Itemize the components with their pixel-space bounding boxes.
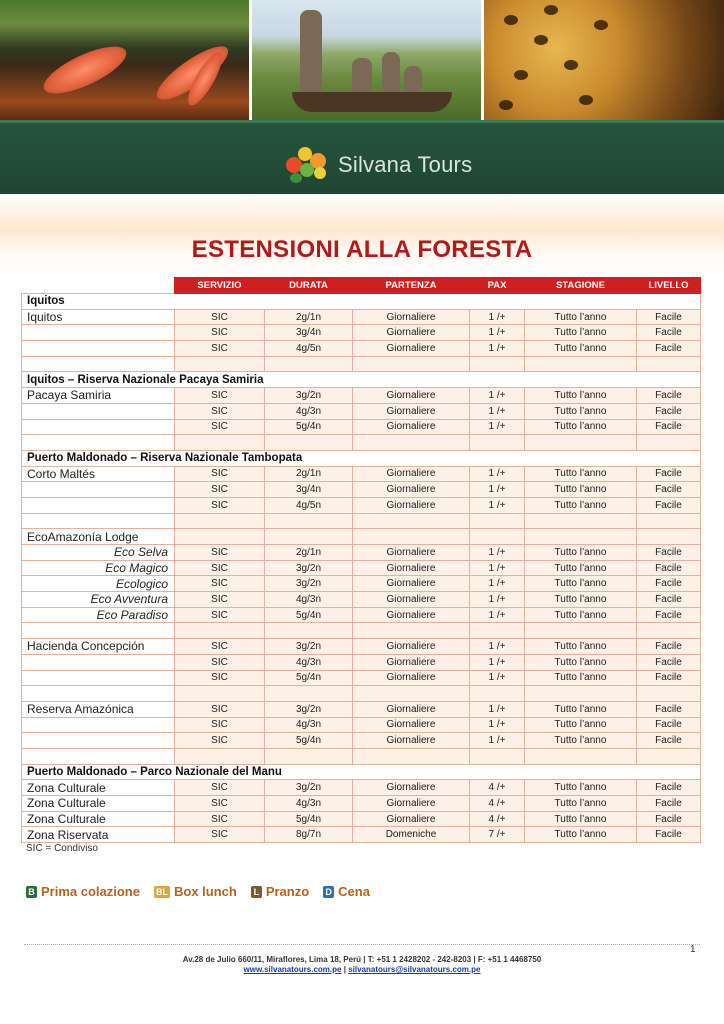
servizio-cell: SIC [175,796,265,812]
stagione-cell: Tutto l’anno [525,560,637,576]
empty-cell [175,435,265,451]
lodge-name: EcoAmazonía Lodge [22,529,175,545]
durata-cell: 4g/3n [265,717,353,733]
table-row [22,827,701,843]
table-row [22,811,701,827]
empty-cell [470,623,525,639]
servizio-cell: SIC [175,466,265,482]
pax-cell: 1 /+ [470,576,525,592]
empty-cell [525,623,637,639]
legend-item-dinner [323,884,370,899]
partenza-cell: Giornaliere [353,592,470,608]
website-link[interactable]: www.silvanatours.com.pe [243,965,342,974]
legend-label: Box lunch [173,884,237,899]
livello-cell: Facile [637,403,701,419]
durata-cell: 3g/4n [265,325,353,341]
livello-cell: Facile [637,607,701,623]
durata-cell: 4g/5n [265,341,353,357]
livello-cell: Facile [637,701,701,717]
stagione-cell: Tutto l’anno [525,576,637,592]
empty-cell [22,623,175,639]
pax-cell: 1 /+ [470,325,525,341]
servizio-cell: SIC [175,780,265,796]
spacer-row [22,686,701,702]
servizio-cell: SIC [175,639,265,655]
pax-cell: 1 /+ [470,670,525,686]
empty-cell [265,356,353,372]
partenza-cell: Giornaliere [353,466,470,482]
empty-cell [353,686,470,702]
empty-cell [637,513,701,529]
tour-name: Eco Magico [22,560,175,576]
livello-cell: Facile [637,325,701,341]
pax-cell: 1 /+ [470,388,525,404]
stagione-cell: Tutto l’anno [525,780,637,796]
livello-cell: Facile [637,466,701,482]
section-title: Iquitos – Riserva Nazionale Pacaya Samiria [22,372,701,388]
empty-cell [265,513,353,529]
dinner-icon: D [323,886,334,898]
stagione-cell: Tutto l’anno [525,827,637,843]
empty-cell [637,435,701,451]
pax-cell: 1 /+ [470,654,525,670]
durata-cell: 8g/7n [265,827,353,843]
pax-cell: 1 /+ [470,560,525,576]
pax-cell: 1 /+ [470,607,525,623]
durata-cell: 3g/2n [265,639,353,655]
empty-cell [265,435,353,451]
tour-name: Iquitos [22,309,175,325]
livello-cell: Facile [637,482,701,498]
empty-cell [470,435,525,451]
livello-cell: Facile [637,811,701,827]
column-header: STAGIONE [525,278,637,294]
livello-cell: Facile [637,780,701,796]
pink-river-dolphins-photo [0,0,249,120]
durata-cell: 2g/1n [265,466,353,482]
livello-cell: Facile [637,497,701,513]
table-row [22,403,701,419]
servizio-cell: SIC [175,388,265,404]
legend-item-lunch [251,884,309,899]
livello-cell: Facile [637,654,701,670]
durata-cell: 2g/1n [265,545,353,561]
stagione-cell: Tutto l’anno [525,482,637,498]
empty-cell [175,513,265,529]
spacer-row [22,748,701,764]
livello-cell: Facile [637,309,701,325]
logo-text: Silvana Tours [338,152,473,177]
tour-name: Eco Avventura [22,592,175,608]
table-row [22,388,701,404]
durata-cell: 4g/3n [265,403,353,419]
header-photos [0,0,724,120]
livello-cell: Facile [637,419,701,435]
section-title: Puerto Maldonado – Parco Nazionale del Manu [22,764,701,780]
spacer-row [22,356,701,372]
stagione-cell: Tutto l’anno [525,639,637,655]
tour-name: Eco Paradiso [22,607,175,623]
empty-cell [637,686,701,702]
table-row [22,466,701,482]
partenza-cell: Giornaliere [353,733,470,749]
pax-cell: 1 /+ [470,497,525,513]
empty-cell [637,529,701,545]
pax-cell: 4 /+ [470,811,525,827]
pax-cell: 1 /+ [470,592,525,608]
stagione-cell: Tutto l’anno [525,654,637,670]
partenza-cell: Giornaliere [353,607,470,623]
servizio-cell: SIC [175,717,265,733]
livello-cell: Facile [637,341,701,357]
partenza-cell: Giornaliere [353,701,470,717]
tour-name: Zona Culturale [22,780,175,796]
section-row [22,294,701,310]
durata-cell: 3g/4n [265,482,353,498]
empty-cell [637,623,701,639]
table-row [22,592,701,608]
empty-cell [175,686,265,702]
legend-item-box-lunch [154,884,237,899]
empty-cell [353,513,470,529]
livello-cell: Facile [637,717,701,733]
servizio-cell: SIC [175,733,265,749]
servizio-cell: SIC [175,497,265,513]
header-blank-cell [22,278,175,294]
empty-cell [637,356,701,372]
column-header: SERVIZIO [175,278,265,294]
table-row [22,341,701,357]
table-row [22,309,701,325]
empty-cell [353,623,470,639]
partenza-cell: Giornaliere [353,545,470,561]
durata-cell: 4g/3n [265,592,353,608]
table-row [22,576,701,592]
durata-cell: 3g/2n [265,780,353,796]
stagione-cell: Tutto l’anno [525,733,637,749]
empty-cell [265,686,353,702]
table-row [22,733,701,749]
empty-cell [470,686,525,702]
section-title: Puerto Maldonado – Riserva Nazionale Tambopata [22,450,701,466]
empty-cell [353,748,470,764]
tour-name [22,717,175,733]
empty-cell [353,356,470,372]
empty-cell [175,623,265,639]
partenza-cell: Giornaliere [353,388,470,404]
servizio-cell: SIC [175,341,265,357]
servizio-cell: SIC [175,607,265,623]
durata-cell: 5g/4n [265,607,353,623]
livello-cell: Facile [637,733,701,749]
partenza-cell: Giornaliere [353,811,470,827]
tour-name: Zona Culturale [22,811,175,827]
durata-cell: 3g/2n [265,701,353,717]
empty-cell [525,529,637,545]
empty-cell [265,529,353,545]
tour-name [22,482,175,498]
servizio-cell: SIC [175,545,265,561]
pax-cell: 1 /+ [470,717,525,733]
empty-cell [470,748,525,764]
tour-name [22,670,175,686]
servizio-cell: SIC [175,592,265,608]
tour-name [22,733,175,749]
durata-cell: 2g/1n [265,309,353,325]
stagione-cell: Tutto l’anno [525,545,637,561]
tour-name [22,497,175,513]
stagione-cell: Tutto l’anno [525,717,637,733]
servizio-cell: SIC [175,325,265,341]
table-row [22,796,701,812]
empty-cell [22,435,175,451]
stagione-cell: Tutto l’anno [525,403,637,419]
page-title: ESTENSIONI ALLA FORESTA [191,236,533,263]
empty-cell [353,435,470,451]
stagione-cell: Tutto l’anno [525,607,637,623]
lunch-icon: L [251,886,262,898]
email-link[interactable]: silvanatours@silvanatours.com.pe [348,965,481,974]
livello-cell: Facile [637,796,701,812]
section-row [22,450,701,466]
stagione-cell: Tutto l’anno [525,466,637,482]
partenza-cell: Giornaliere [353,780,470,796]
lodge-row [22,529,701,545]
partenza-cell: Giornaliere [353,325,470,341]
partenza-cell: Giornaliere [353,341,470,357]
servizio-cell: SIC [175,701,265,717]
partenza-cell: Giornaliere [353,670,470,686]
tour-name [22,654,175,670]
table-row [22,545,701,561]
jaguar-photo [484,0,724,120]
silvana-tours-logo [284,145,472,185]
pax-cell: 1 /+ [470,341,525,357]
durata-cell: 5g/4n [265,733,353,749]
empty-cell [470,529,525,545]
empty-cell [470,356,525,372]
empty-cell [525,435,637,451]
livello-cell: Facile [637,545,701,561]
durata-cell: 5g/4n [265,811,353,827]
pax-cell: 1 /+ [470,701,525,717]
stagione-cell: Tutto l’anno [525,309,637,325]
pax-cell: 1 /+ [470,733,525,749]
livello-cell: Facile [637,670,701,686]
stagione-cell: Tutto l’anno [525,325,637,341]
partenza-cell: Domeniche [353,827,470,843]
livello-cell: Facile [637,576,701,592]
footer-links [0,965,724,974]
column-header: LIVELLO [637,278,701,294]
partenza-cell: Giornaliere [353,419,470,435]
legend-label: Cena [338,884,370,899]
legend-label: Pranzo [265,884,310,899]
servizio-cell: SIC [175,482,265,498]
table-row [22,701,701,717]
flower-logo-icon [284,145,332,185]
empty-cell [22,748,175,764]
partenza-cell: Giornaliere [353,639,470,655]
servizio-cell: SIC [175,576,265,592]
pax-cell: 1 /+ [470,419,525,435]
table-row [22,482,701,498]
partenza-cell: Giornaliere [353,309,470,325]
pax-cell: 1 /+ [470,545,525,561]
servizio-cell: SIC [175,670,265,686]
tour-name: Eco Selva [22,545,175,561]
table-row [22,654,701,670]
breakfast-icon: B [26,886,37,898]
stagione-cell: Tutto l’anno [525,811,637,827]
tour-name: Corto Maltés [22,466,175,482]
empty-cell [265,623,353,639]
stagione-cell: Tutto l’anno [525,701,637,717]
empty-cell [22,513,175,529]
column-header: DURATA [265,278,353,294]
empty-cell [22,686,175,702]
servizio-cell: SIC [175,811,265,827]
stagione-cell: Tutto l’anno [525,388,637,404]
livello-cell: Facile [637,388,701,404]
empty-cell [353,529,470,545]
spacer-row [22,435,701,451]
livello-cell: Facile [637,560,701,576]
legend-label: Prima colazione [41,884,140,899]
boat-safari-photo [252,0,481,120]
stagione-cell: Tutto l’anno [525,592,637,608]
durata-cell: 5g/4n [265,419,353,435]
table-row [22,419,701,435]
partenza-cell: Giornaliere [353,482,470,498]
tour-name: Zona Riservata [22,827,175,843]
box-lunch-icon: BL [155,886,168,897]
tour-name [22,403,175,419]
tour-name [22,325,175,341]
durata-cell: 5g/4n [265,670,353,686]
table-row [22,560,701,576]
table-row [22,325,701,341]
partenza-cell: Giornaliere [353,403,470,419]
section-row [22,372,701,388]
empty-cell [525,686,637,702]
partenza-cell: Giornaliere [353,560,470,576]
footnote: SIC = Condiviso [26,843,98,854]
pax-cell: 1 /+ [470,482,525,498]
pax-cell: 1 /+ [470,309,525,325]
pax-cell: 1 /+ [470,639,525,655]
stagione-cell: Tutto l’anno [525,341,637,357]
stagione-cell: Tutto l’anno [525,497,637,513]
table-row [22,717,701,733]
pax-cell: 7 /+ [470,827,525,843]
partenza-cell: Giornaliere [353,717,470,733]
tours-table [21,277,701,843]
servizio-cell: SIC [175,827,265,843]
durata-cell: 4g/3n [265,654,353,670]
servizio-cell: SIC [175,309,265,325]
tour-name: Zona Culturale [22,796,175,812]
table-body [22,294,701,843]
empty-cell [525,513,637,529]
empty-cell [175,748,265,764]
legend-item-breakfast [26,884,140,899]
pax-cell: 4 /+ [470,796,525,812]
table-row [22,780,701,796]
livello-cell: Facile [637,639,701,655]
table-row [22,670,701,686]
livello-cell: Facile [637,592,701,608]
table-header-row [22,278,701,294]
empty-cell [265,748,353,764]
partenza-cell: Giornaliere [353,796,470,812]
partenza-cell: Giornaliere [353,497,470,513]
section-row [22,764,701,780]
footer-address: Av.28 de Julio 660/11, Miraflores, Lima 18, Perú | T: +51 1 2428202 - 242-8203 | F: +51 1 4468750 [182,955,542,964]
servizio-cell: SIC [175,654,265,670]
empty-cell [637,748,701,764]
table-row [22,497,701,513]
tour-name: Pacaya Samiria [22,388,175,404]
tour-name [22,419,175,435]
durata-cell: 3g/2n [265,560,353,576]
table-row [22,639,701,655]
servizio-cell: SIC [175,560,265,576]
tour-name: Reserva Amazónica [22,701,175,717]
tour-name: Hacienda Concepción [22,639,175,655]
pax-cell: 1 /+ [470,403,525,419]
empty-cell [525,356,637,372]
tour-name: Ecologico [22,576,175,592]
stagione-cell: Tutto l’anno [525,419,637,435]
livello-cell: Facile [637,827,701,843]
spacer-row [22,513,701,529]
meal-legend [26,884,384,899]
page-number: 1 [690,944,696,955]
footer-divider [24,944,700,945]
durata-cell: 4g/3n [265,796,353,812]
column-header: PARTENZA [353,278,470,294]
table-row [22,607,701,623]
footer-separator: | [343,965,346,974]
empty-cell [175,356,265,372]
tour-name [22,341,175,357]
section-title: Iquitos [22,294,701,310]
column-header: PAX [470,278,525,294]
empty-cell [22,356,175,372]
stagione-cell: Tutto l’anno [525,670,637,686]
pax-cell: 4 /+ [470,780,525,796]
durata-cell: 3g/2n [265,576,353,592]
servizio-cell: SIC [175,403,265,419]
durata-cell: 3g/2n [265,388,353,404]
pax-cell: 1 /+ [470,466,525,482]
empty-cell [175,529,265,545]
empty-cell [525,748,637,764]
empty-cell [470,513,525,529]
partenza-cell: Giornaliere [353,576,470,592]
servizio-cell: SIC [175,419,265,435]
partenza-cell: Giornaliere [353,654,470,670]
spacer-row [22,623,701,639]
stagione-cell: Tutto l’anno [525,796,637,812]
durata-cell: 4g/5n [265,497,353,513]
header-banner [0,120,724,194]
